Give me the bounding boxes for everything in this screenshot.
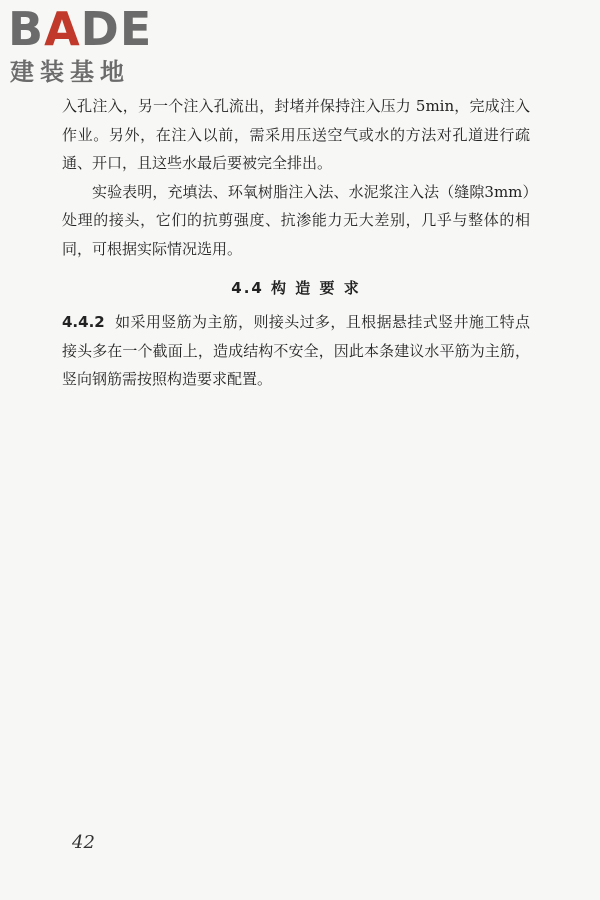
page-number: 42 <box>72 832 95 853</box>
clause-4-4-2 <box>62 308 530 394</box>
logo-letter-b: B <box>8 2 45 56</box>
clause-text: 如采用竖筋为主筋，则接头过多，且根据悬挂式竖井施工特点接头多在一个截面上，造成结构不安全，因此本条建议水平筋为主筋，竖向钢筋需按照构造要求配置。 <box>62 313 530 389</box>
logo-letter-a: A <box>44 2 81 56</box>
clause-number: 4.4.2 <box>62 313 105 332</box>
logo-subtitle: 建装基地 <box>10 58 130 86</box>
paragraph-experiment-results: 实验表明，充填法、环氧树脂注入法、水泥浆注入法（缝隙3mm）处理的接头，它们的抗剪强度、抗渗能力无大差别，几乎与整体的相同，可根据实际情况选用。 <box>62 182 530 258</box>
bade-logo <box>6 4 176 88</box>
logo-letters-de: DE <box>80 2 153 56</box>
page-body <box>62 92 530 394</box>
logo-wordmark <box>8 4 152 54</box>
section-heading: 4.4 构 造 要 求 <box>231 278 361 297</box>
paragraph-grouting-procedure: 入孔注入，另一个注入孔流出，封堵并保持注入压力 5min，完成注入作业。另外，在注入以前，需采用压送空气或水的方法对孔道进行疏通、开口，且这些水最后要被完全排出。 <box>62 97 530 173</box>
